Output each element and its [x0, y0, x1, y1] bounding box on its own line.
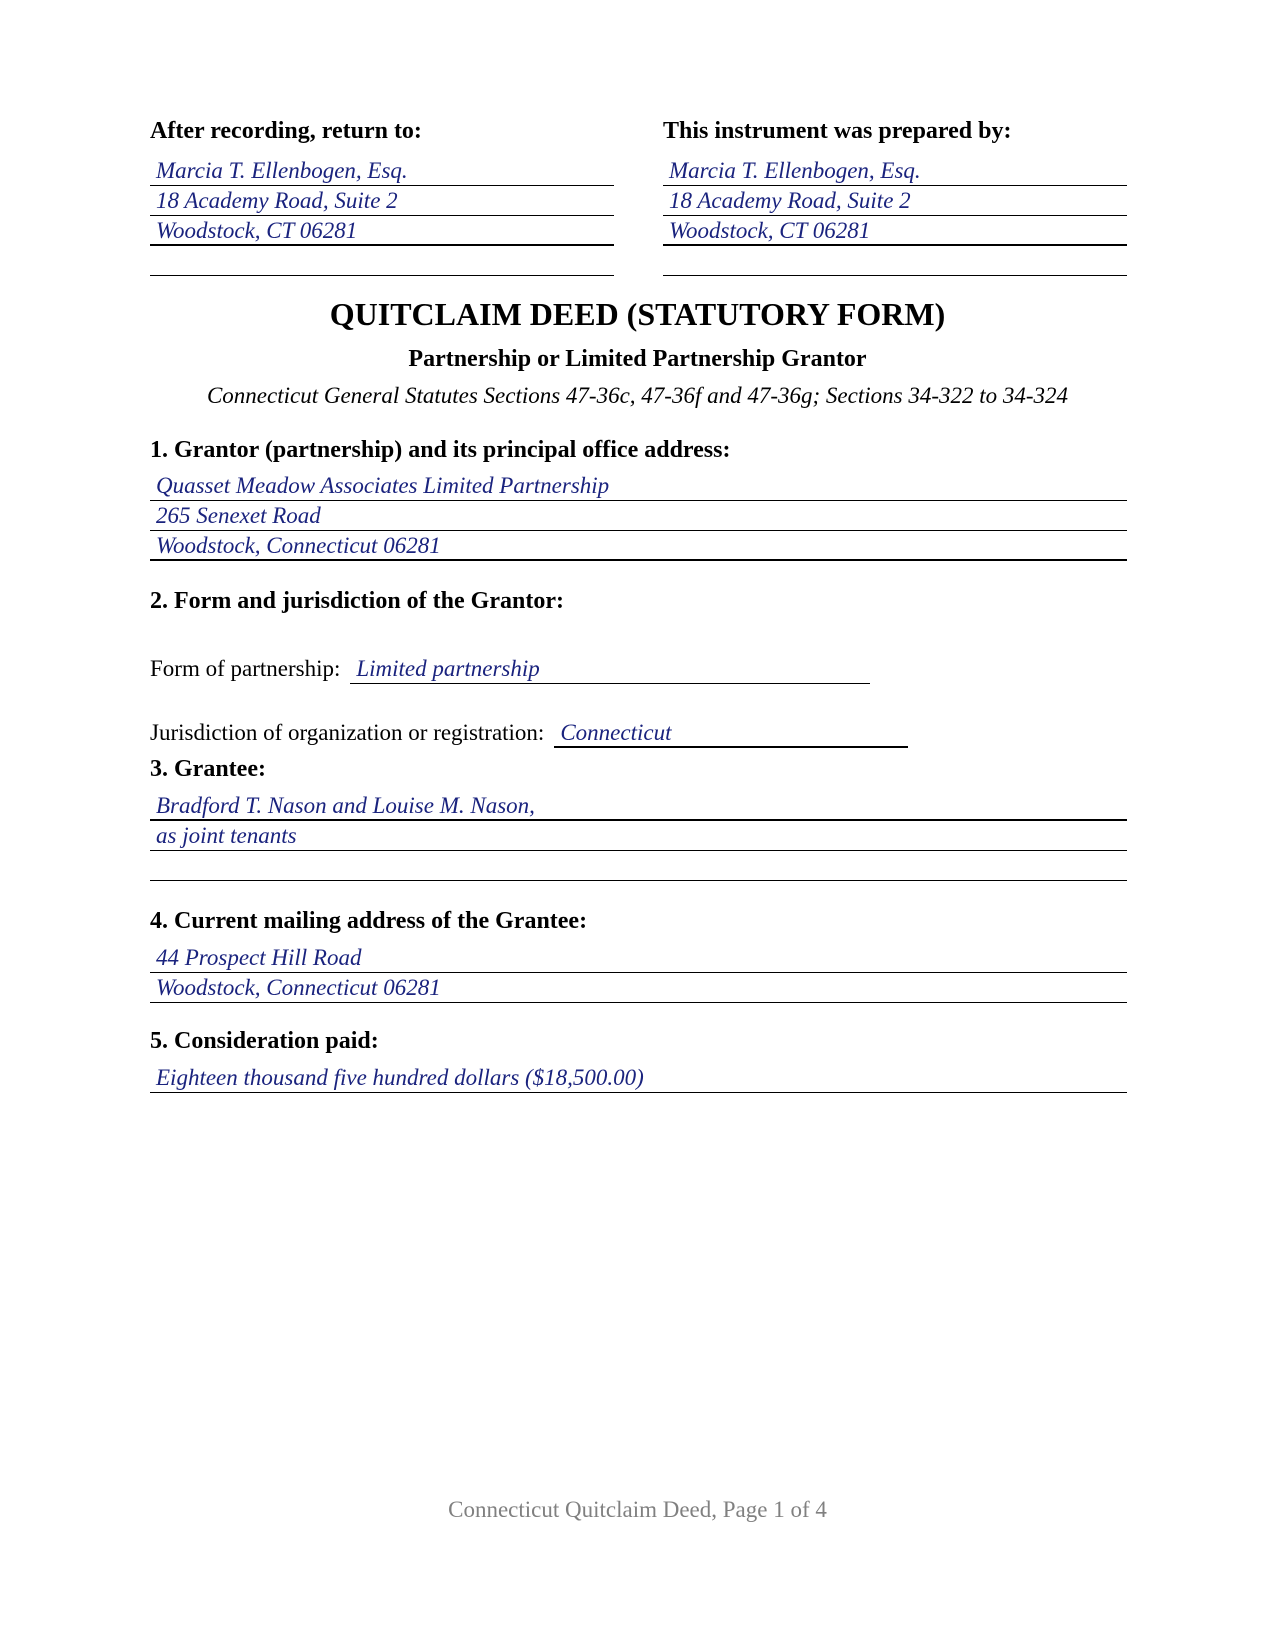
- grantee-address-line-1[interactable]: 44 Prospect Hill Road: [150, 943, 1127, 973]
- section-2-heading: 2. Form and jurisdiction of the Grantor:: [150, 588, 564, 614]
- grantor-line-2[interactable]: 265 Senexet Road: [150, 501, 1127, 531]
- prepared-by-line-1[interactable]: Marcia T. Ellenbogen, Esq.: [663, 156, 1127, 186]
- document-subtitle: Partnership or Limited Partnership Grantor: [408, 346, 867, 372]
- page-footer: Connecticut Quitclaim Deed, Page 1 of 4: [448, 1497, 827, 1522]
- document-title: QUITCLAIM DEED (STATUTORY FORM): [329, 296, 946, 332]
- prepared-by-line-3[interactable]: Woodstock, CT 06281: [663, 216, 1127, 246]
- section-3-heading: 3. Grantee:: [150, 756, 266, 782]
- grantee-fields: [150, 791, 1127, 881]
- grantee-address-fields: [150, 943, 1127, 1003]
- consideration-line-1[interactable]: Eighteen thousand five hundred dollars ($18,500.00): [150, 1063, 1127, 1093]
- return-to-line-1[interactable]: Marcia T. Ellenbogen, Esq.: [150, 156, 614, 186]
- return-to-line-4[interactable]: [150, 246, 614, 276]
- prepared-by-line-4[interactable]: [663, 246, 1127, 276]
- grantee-address-line-2[interactable]: Woodstock, Connecticut 06281: [150, 973, 1127, 1003]
- grantee-line-3[interactable]: [150, 851, 1127, 881]
- grantor-line-3[interactable]: Woodstock, Connecticut 06281: [150, 531, 1127, 561]
- prepared-by-heading: This instrument was prepared by:: [663, 118, 1012, 144]
- jurisdiction-label: Jurisdiction of organization or registration:: [150, 720, 545, 745]
- consideration-fields: [150, 1063, 1127, 1093]
- return-to-line-2[interactable]: 18 Academy Road, Suite 2: [150, 186, 614, 216]
- prepared-by-fields: [663, 156, 1127, 276]
- grantor-line-1[interactable]: Quasset Meadow Associates Limited Partnership: [150, 471, 1127, 501]
- grantor-fields: [150, 471, 1127, 561]
- return-to-heading: After recording, return to:: [150, 118, 422, 144]
- grantee-line-1[interactable]: Bradford T. Nason and Louise M. Nason,: [150, 791, 1127, 821]
- statutes-reference: Connecticut General Statutes Sections 47-36c, 47-36f and 47-36g; Sections 34-322 to 34-324: [206, 383, 1069, 408]
- jurisdiction-row: [150, 718, 908, 748]
- jurisdiction-field[interactable]: Connecticut: [554, 718, 908, 748]
- section-1-heading: 1. Grantor (partnership) and its principal office address:: [150, 437, 731, 463]
- return-to-fields: [150, 156, 614, 276]
- grantee-line-2[interactable]: as joint tenants: [150, 821, 1127, 851]
- section-4-heading: 4. Current mailing address of the Grantee:: [150, 908, 588, 934]
- section-5-heading: 5. Consideration paid:: [150, 1028, 379, 1054]
- form-of-partnership-row: [150, 654, 870, 684]
- form-of-partnership-field[interactable]: Limited partnership: [350, 654, 870, 684]
- prepared-by-line-2[interactable]: 18 Academy Road, Suite 2: [663, 186, 1127, 216]
- return-to-line-3[interactable]: Woodstock, CT 06281: [150, 216, 614, 246]
- form-of-partnership-label: Form of partnership:: [150, 656, 341, 681]
